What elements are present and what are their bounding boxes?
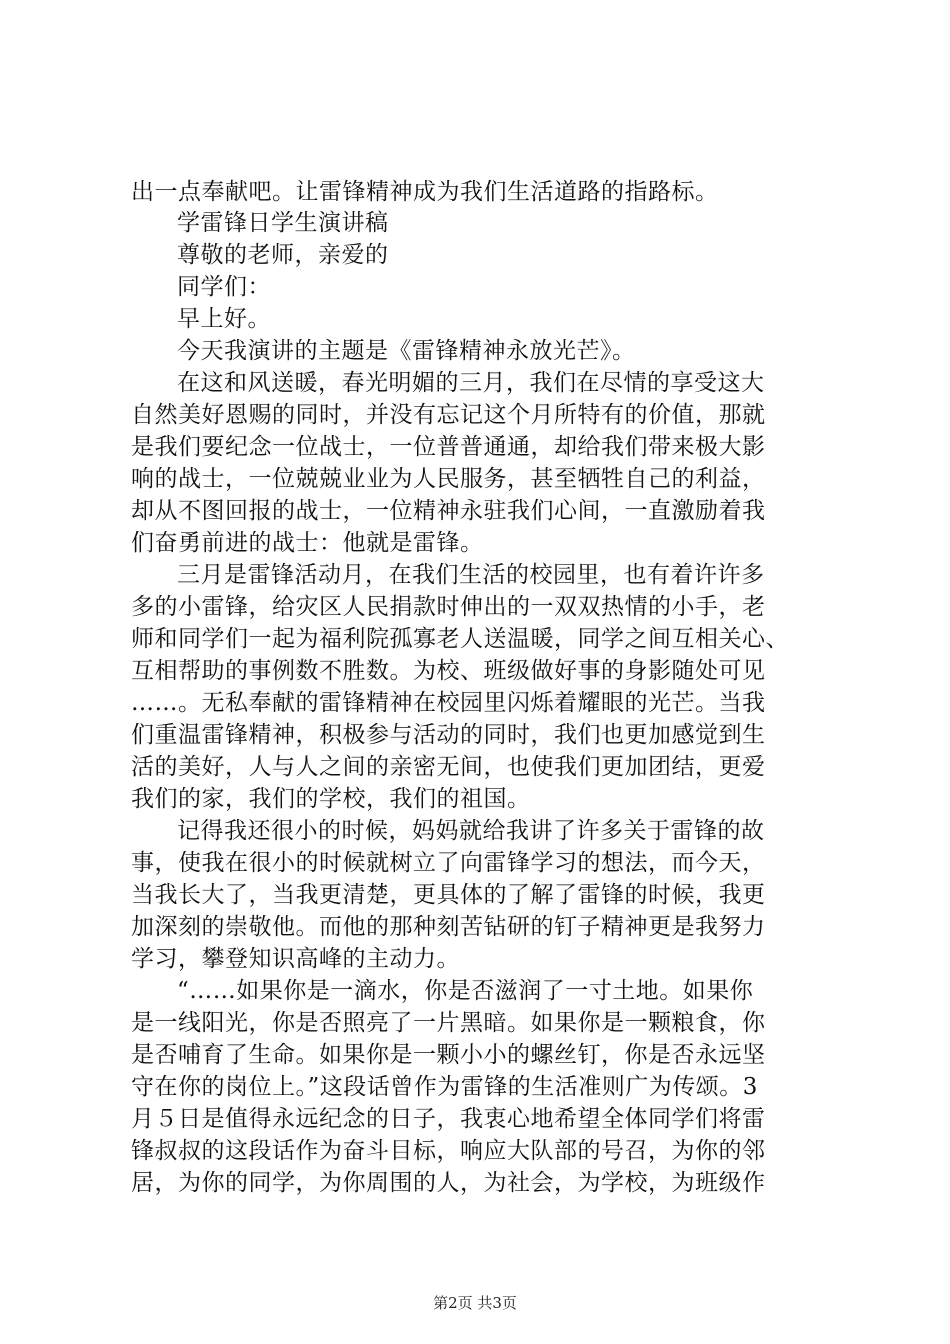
text-line: 师和同学们一起为福利院孤寡老人送温暖，同学之间互相关心、 [131,626,789,652]
text-line: 多的小雷锋，给灾区人民捐款时伸出的一双双热情的小手，老 [131,594,766,620]
text-line: 记得我还很小的时候，妈妈就给我讲了许多关于雷锋的故 [177,818,765,844]
text-line: 三月是雷锋活动月，在我们生活的校园里，也有着许许多 [177,562,765,588]
text-line: 是一线阳光，你是否照亮了一片黑暗。如果你是一颗粮食，你 [131,1010,766,1036]
text-line: 们奋勇前进的战士：他就是雷锋。 [131,530,484,556]
text-line: ……。无私奉献的雷锋精神在校园里闪烁着耀眼的光芒。当我 [131,690,766,716]
text-line: 在这和风送暖，春光明媚的三月，我们在尽情的享受这大 [177,370,765,396]
text-line: 活的美好，人与人之间的亲密无间，也使我们更加团结，更爱 [131,754,766,780]
text-line: 自然美好恩赐的同时，并没有忘记这个月所特有的价值，那就 [131,402,766,428]
text-line: 是否哺育了生命。如果你是一颗小小的螺丝钉，你是否永远坚 [131,1042,766,1068]
text-line: “……如果你是一滴水，你是否滋润了一寸土地。如果你 [177,978,754,1004]
text-line: 我们的家，我们的学校，我们的祖国。 [131,786,531,812]
text-line: 事，使我在很小的时候就树立了向雷锋学习的想法，而今天， [131,850,766,876]
salutation: 同学们： [177,274,271,300]
text-line: 学习，攀登知识高峰的主动力。 [131,946,460,972]
text-line: 们重温雷锋精神，积极参与活动的同时，我们也更加感觉到生 [131,722,766,748]
text-line: 当我长大了，当我更清楚，更具体的了解了雷锋的时候，我更 [131,882,766,908]
text-line: 锋叔叔的这段话作为奋斗目标，响应大队部的号召，为你的邻 [131,1138,766,1164]
text-line: 是我们要纪念一位战士，一位普普通通，却给我们带来极大影 [131,434,766,460]
page-number: 第2页 共3页 [433,1294,517,1312]
text-line: 响的战士，一位兢兢业业为人民服务，甚至牺牲自己的利益， [131,466,766,492]
greeting: 早上好。 [177,306,271,332]
text-line: 今天我演讲的主题是《雷锋精神永放光芒》。 [177,338,636,364]
text-line: 互相帮助的事例数不胜数。为校、班级做好事的身影随处可见 [131,658,766,684]
text-line: 出一点奉献吧。让雷锋精神成为我们生活道路的指路标。 [131,179,719,205]
salutation: 尊敬的老师，亲爱的 [177,242,389,268]
text-line: 守在你的岗位上。”这段话曾作为雷锋的生活准则广为传颂。3 [131,1074,758,1100]
text-line: 加深刻的崇敬他。而他的那种刻苦钻研的钉子精神更是我努力 [131,914,766,940]
text-line: 居，为你的同学，为你周围的人，为社会，为学校，为班级作 [131,1170,766,1196]
text-line: 月５日是值得永远纪念的日子，我衷心地希望全体同学们将雷 [131,1106,766,1132]
speech-title: 学雷锋日学生演讲稿 [177,210,389,236]
text-line: 却从不图回报的战士，一位精神永驻我们心间，一直激励着我 [131,498,766,524]
